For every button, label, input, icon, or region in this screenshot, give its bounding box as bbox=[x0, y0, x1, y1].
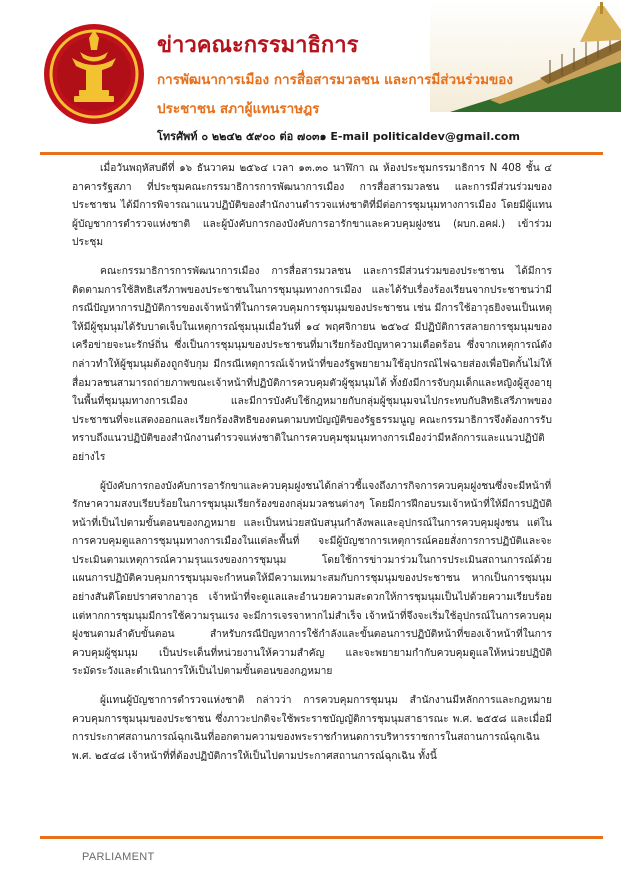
paragraph-1: เมื่อวันพฤหัสบดีที่ ๑๖ ธันวาคม ๒๕๖๔ เวลา ๑๓.๓๐ นาฬิกา ณ ห้องประชุมกรรมาธิการ N 408 ชั้น ๔ อาคารรัฐสภา ที่ประชุมคณะกรรมาธิการการพัฒนาการเมือง การสื่อสารมวลชน และการมีส่วนร่วมของประชาชน ได้มีการพิจารณาแนวปฏิบัติของสำนักงานตำรวจแห่งชาติที่มีต่อการชุมนุมทางการเมือง โดยมีผู้แทนผู้บัญชาการตำรวจแห่งชาติ และผู้บังคับการกองบังคับการอารักขาและควบคุมฝูงชน (ผบก.อคฝ.) เข้าร่วมประชุม bbox=[72, 163, 552, 249]
header-divider bbox=[40, 152, 603, 155]
letterhead bbox=[0, 0, 621, 150]
parliament-emblem-icon bbox=[42, 22, 146, 126]
news-body bbox=[72, 160, 552, 776]
newsletter-title: ข่าวคณะกรรมาธิการ bbox=[157, 33, 359, 58]
paragraph-3: ผู้บังคับการกองบังคับการอารักขาและควบคุมฝูงชนได้กล่าวชี้แจงถึงภารกิจการควบคุมฝูงชนซึ่งจะมีหน้าที่รักษาความสงบเรียบร้อยในการชุมนุมเรียกร้องของกลุ่มมวลชนต่างๆ โดยมีการฝึกอบรมเจ้าหน้าที่ให้มีการปฏิบัติหน้าที่เป็นไปตามขั้นตอนของกฎหมาย และเป็นหน่วยสนับสนุนกำลังพลและอุปกรณ์ในการควบคุมฝูงชน แต่ในการควบคุมดูแลการชุมนุมทางการเมืองในแต่ละพื้นที่ จะมีผู้บัญชาการเหตุการณ์คอยสั่งการการปฏิบัติและจะประเมินตามเหตุการณ์ความรุนแรงของการชุมนุม โดยใช้การข่าวมาร่วมในการประเมินสถานการณ์ด้วย แผนการปฏิบัติควบคุมการชุมนุมจะกำหนดให้มีความเหมาะสมกับการชุมนุมของประชาชน หากเป็นการชุมนุมอย่างสันติโดยปราศจากอาวุธ เจ้าหน้าที่จะดูแลและอำนวยความสะดวกให้การชุมนุมเป็นไปด้วยความเรียบร้อย แต่หากการชุมนุมมีการใช้ความรุนแรง จะมีการเจรจาหากไม่สำเร็จ เจ้าหน้าที่จึงจะเริ่มใช้อุปกรณ์ในการควบคุมฝูงชนตามลำดับขั้นตอน สำหรับกรณีปัญหาการใช้กำลังและขั้นตอนการปฏิบัติหน้าที่ของเจ้าหน้าที่ในการควบคุมผู้ชุมนุม เป็นประเด็นที่หน่วยงานให้ความสำคัญ และจะพยายามกำกับควบคุมดูแลให้หน่วยปฏิบัติระมัดระวังและดำเนินการให้เป็นไปตามขั้นตอนของกฎหมาย bbox=[72, 480, 552, 678]
parliament-building-image bbox=[430, 0, 621, 112]
paragraph-2: คณะกรรมาธิการการพัฒนาการเมือง การสื่อสารมวลชน และการมีส่วนร่วมของประชาชน ได้มีการติดตามการใช้สิทธิเสรีภาพของประชาชนในการชุมนุมทางการเมือง และได้รับเรื่องร้องเรียนจากประชาชนว่ามีกรณีปัญหาการปฏิบัติการของเจ้าหน้าที่ในการควบคุมการชุมนุมของประชาชน เช่น มีการใช้อาวุธยิงจนเป็นเหตุให้มีผู้ชุมนุมได้รับบาดเจ็บในเหตุการณ์ชุมนุมเมื่อวันที่ ๑๔ พฤศจิกายน ๒๕๖๔ มีปฏิบัติการสลายการชุมนุมของเครือข่ายจะนะรักษ์ถิ่น ซึ่งเป็นการชุมนุมของประชาชนที่มาเรียกร้องปัญหาความเดือดร้อน ซึ่งจากเหตุการณ์ดังกล่าวทำให้ผู้ชุมนุมต้องถูกจับกุม มีกรณีเหตุการณ์เจ้าหน้าที่ของรัฐพยายามใช้อุปกรณ์ไฟฉายส่องเพื่อปิดกั้นไม่ให้สื่อมวลชนสามารถถ่ายภาพขณะเจ้าหน้าที่ปฏิบัติการควบคุมตัวผู้ชุมนุมได้ ทั้งยังมีการจับกุมเด็กและหญิงผู้สูงอายุในพื้นที่ชุมนุมทางการเมือง และมีการบังคับใช้กฎหมายกับกลุ่มผู้ชุมนุมจนไปกระทบกับสิทธิเสรีภาพของประชาชนที่จะแสดงออกและเรียกร้องสิทธิของตนตามบทบัญญัติของรัฐธรรมนูญ คณะกรรมาธิการจึงต้องการรับทราบถึงแนวปฏิบัติของสำนักงานตำรวจแห่งชาติในการควบคุมชุมนุมทางการเมืองว่ามีหลักการและแนวปฏิบัติอย่างไร bbox=[72, 265, 552, 463]
committee-name-line2: ประชาชน สภาผู้แทนราษฎร bbox=[157, 101, 320, 117]
contact-info: โทรศัพท์ ๐ ๒๒๔๒ ๕๙๐๐ ต่อ ๗๐๓๑ E-mail politicaldev@gmail.com bbox=[157, 130, 520, 143]
committee-name-line1: การพัฒนาการเมือง การสื่อสารมวลชน และการมีส่วนร่วมของ bbox=[157, 72, 513, 88]
footer-label: PARLIAMENT bbox=[82, 851, 155, 863]
paragraph-4: ผู้แทนผู้บัญชาการตำรวจแห่งชาติ กล่าวว่า การควบคุมการชุมนุม สำนักงานมีหลักการและกฎหมายควบคุมการชุมนุมของประชาชน ซึ่งภาวะปกติจะใช้พระราชบัญญัติการชุมนุมสาธารณะ พ.ศ. ๒๕๕๘ และเมื่อมีการประกาศสถานการณ์ฉุกเฉินที่ออกตามความของพระราชกำหนดการบริหารราชการในสถานการณ์ฉุกเฉิน พ.ศ. ๒๕๔๘ เจ้าหน้าที่ที่ต้องปฏิบัติการให้เป็นไปตามประกาศสถานการณ์ฉุกเฉิน ทั้งนี้ bbox=[72, 695, 552, 762]
footer-divider bbox=[40, 836, 603, 839]
